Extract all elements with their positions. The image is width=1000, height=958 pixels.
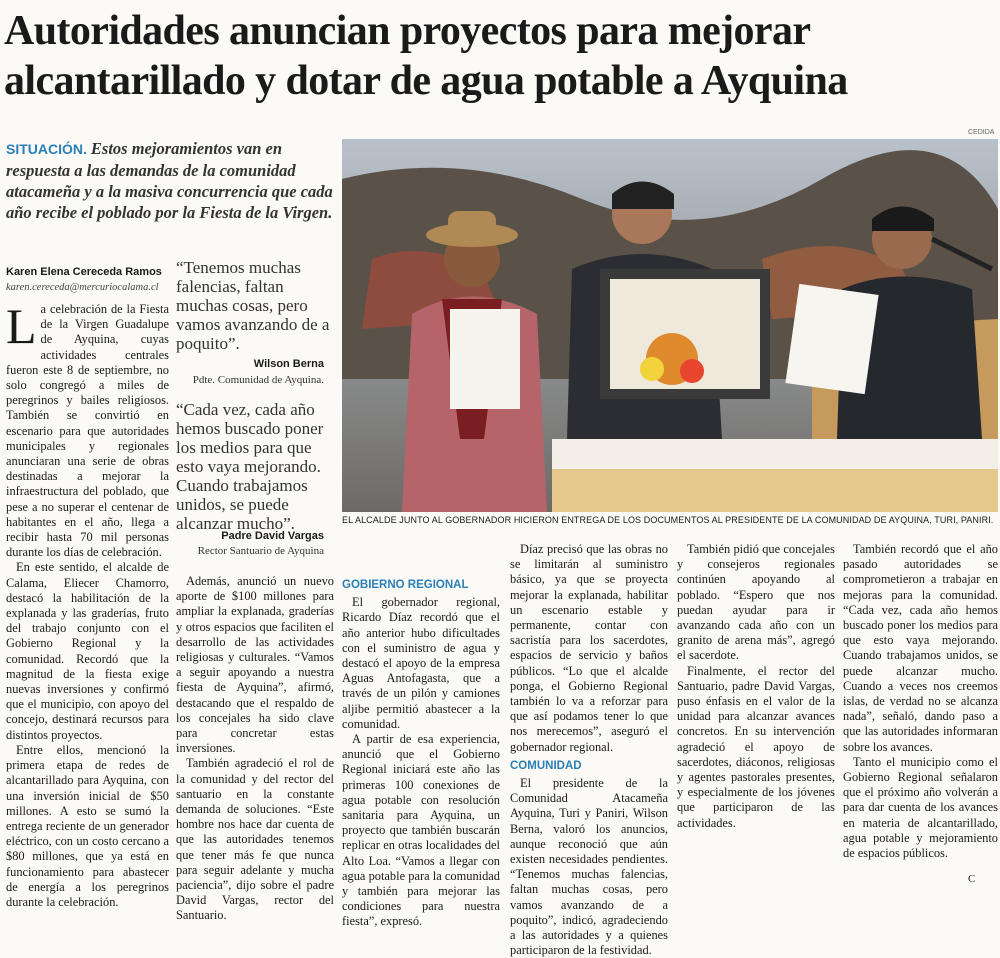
paragraph: El gobernador regional, Ricardo Díaz recordó que el año anterior hubo dificultades con el suministro de agua y destacó el apoyo de la empresa Aguas Antofagasta, que a través de un pilón y camiones aljibe permitió abastecer a la comunidad. [342,595,500,731]
paragraph: Díaz precisó que las obras no se limitarán al suministro básico, ya que se proyecta mejorar la explanada, habilitar un escenario estable y permanente, contar con sacristía para los sacerdotes, espacios de servicio y baños públicos. “Lo que el alcalde ponga, el Gobierno Regional también lo va a reforzar para que así podamos tener lo que nos merecemos”, aseguró el gobernador regional. [510,542,668,754]
paragraph: Tanto el municipio como el Gobierno Regional señalaron que el próximo año volverán a para dar cuenta de los avances en materia de alcantarillado, agua potable y mejoramiento de espacios públicos. [843,754,998,861]
section-heading: GOBIERNO REGIONAL [342,579,469,591]
article-column-1 [6,298,169,909]
paragraph: También pidió que concejales y consejeros regionales continúen apoyando al poblado. “Espero que nos puedan ayudar para ir avanzando cada año con un granito de arena más”, agregó el sacerdote. [677,542,835,663]
section-heading: COMUNIDAD [510,759,582,772]
photo-credit: CEDIDA [968,129,995,136]
article-column-3 [342,574,500,929]
article-column-5 [677,542,835,892]
quote-role: Pdte. Comunidad de Ayquina. [192,374,324,386]
pull-quote: “Cada vez, cada año hemos buscado poner los medios para que esto vaya mejorando. Cuando trabajamos unidos, se puede alcanzar mucho”. [176,400,324,533]
paragraph: En este sentido, el alcalde de Calama, Eliecer Chamorro, destacó la habilitación de la explanada y las graderías, fruto del trabajo conjunto con el Gobierno Regional y la comunidad. Recordó que la magnitud de la fiesta exige nuevas inversiones y confirmó que el municipio, con apoyo del concejo, destinará recursos para distintos proyectos. [6,560,169,742]
end-mark: C [968,873,976,885]
paragraph: A partir de esa experiencia, anunció que el Gobierno Regional iniciará este año las primeras 100 conexiones de agua potable con resolución sanitaria para Ayquina, un proyecto que también buscarán replicar en otras localidades del Alto Loa. “Vamos a llegar con agua potable para la comunidad y también para mejorar las condiciones para nuestra fiesta”, expresó. [342,732,500,929]
paragraph: Entre ellos, mencionó la primera etapa de redes de alcantarillado para Ayquina, con una inversión inicial de $50 millones. A esto se sumó la entrega reciente de un generador eléctrico, con un costo cercano a $80 millones, que ya está en funcionamiento para abastecer de energía a los peregrinos durante la celebración. [6,742,169,909]
quote-author: Wilson Berna [253,358,324,370]
byline-email: karen.cereceda@mercuriocalama.cl [6,282,159,293]
photo-illustration [342,139,998,512]
photo-caption: EL ALCALDE JUNTO AL GOBERNADOR HICIERON ENTREGA DE LOS DOCUMENTOS AL PRESIDENTE DE LA COMUNIDAD DE AYQUINA, TURI, PANIRI. [342,515,994,525]
paragraph: También recordó que el año pasado autoridades se comprometieron a trabajar en mejoras para la comunidad. “Cada vez, cada año hemos buscado poner los medios para que esto vaya mejorando. Cuando trabajamos unidos, se puede alcanzar mucho. Cuando a veces nos creemos islas, de verdad no se alcanza nada”, señaló, dando paso a que las autoridades informaran sobre los avances. [843,542,998,754]
article-column-6 [843,542,998,872]
headline: Autoridades anuncian proyectos para mejorar alcantarillado y dotar de agua potable a Ayquina [4,8,848,104]
paragraph: El presidente de la Comunidad Atacameña Ayquina, Turi y Paniri, Wilson Berna, valoró los anuncios, aunque reconoció que aún existen necesidades pendientes. “Tenemos muchas falencias, faltan muchas cosas, pero vamos avanzando de a poquito”, indicó, agradeciendo a las autoridades y a quienes participaron de la festividad. [510,776,668,958]
drop-cap: L [6,298,37,354]
article-column-2 [176,574,334,923]
pull-quote: “Tenemos muchas falencias, faltan muchas cosas, pero vamos avanzando de a poquito”. [176,258,330,353]
paragraph: También agradeció el rol de la comunidad y del rector del santuario en la constante demanda de soluciones. “Este hombre nos hace dar cuenta de que las autoridades tenemos que tener más fe que nunca para seguir adelante y mucha paciencia”, dijo sobre el padre David Vargas, rector del Santuario. [176,756,334,923]
news-photo [342,139,998,512]
article-column-4 [510,542,668,958]
paragraph: La celebración de la Fiesta de la Virgen Guadalupe de Ayquina, cuyas actividades centrales fueron este 8 de septiembre, no solo congregó a miles de peregrinos y bailes religiosos. También se convirtió en escenario para que autoridades municipales y regionales anunciaran una serie de obras destinadas a mejorar la infraestructura del poblado, que pese a no superar el centenar de habitantes en el año, llega a recibir hasta 70 mil personas durante los días de celebración. [6,298,169,560]
paragraph: Además, anunció un nuevo aporte de $100 millones para ampliar la explanada, graderías y otros espacios que faciliten el desarrollo de las actividades religiosas y culturales. “Vamos a seguir apoyando a nuestra fiesta de Ayquina”, afirmó, destacando que el respaldo de los concejales ha sido clave para concretar estas inversiones. [176,574,334,756]
quote-role: Rector Santuario de Ayquina [197,545,324,557]
quote-author: Padre David Vargas [221,530,324,542]
lead-paragraph [6,138,334,223]
lead-text: Estos mejoramientos van en respuesta a las demandas de la comunidad atacameña y a la masiva concurrencia que cada año recibe el poblado por la Fiesta de la Virgen. [6,139,333,222]
lead-kicker: SITUACIÓN. [6,141,87,157]
paragraph: Finalmente, el rector del Santuario, padre David Vargas, puso énfasis en el valor de la unidad para alcanzar avances concretos. En su intervención agradeció el apoyo de sacerdotes, diáconos, religiosas y agentes pastorales presentes, y especialmente de los jóvenes que participaron de las actividades. [677,663,835,830]
byline-author: Karen Elena Cereceda Ramos [6,266,162,278]
